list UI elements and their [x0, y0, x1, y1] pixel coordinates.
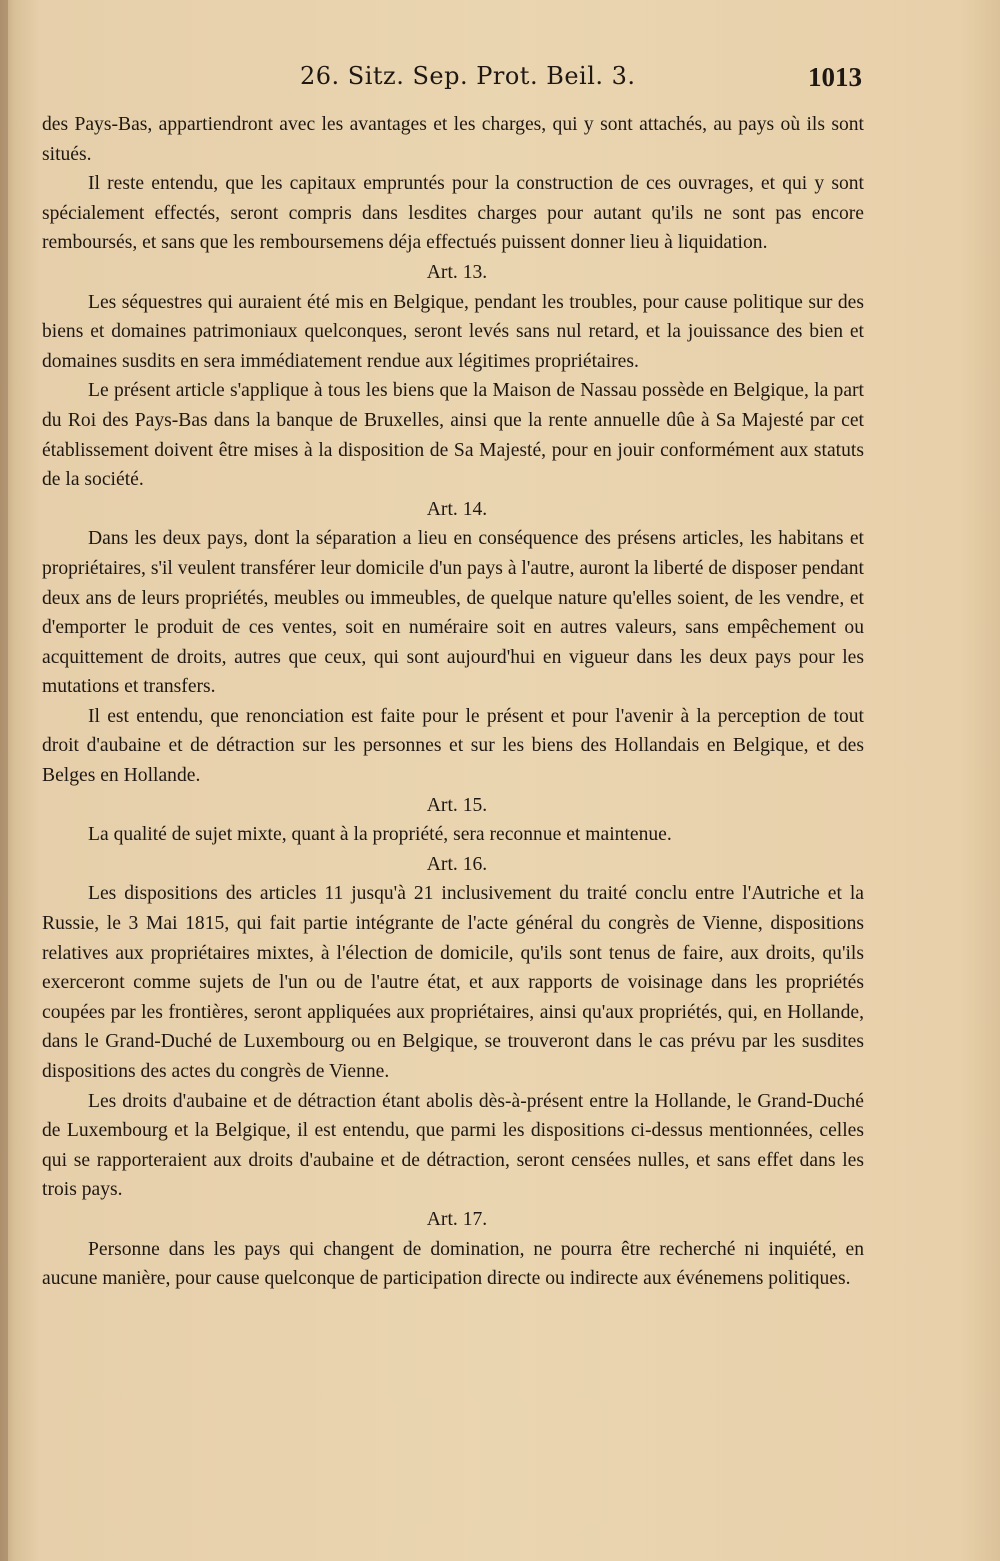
paragraph: Personne dans les pays qui changent de domination, ne pourra être recherché ni inquiété, en aucune manière, pour cause quelconque de participation directe ou indirecte aux événemens politiques.	[42, 1238, 864, 1290]
document-body	[42, 110, 864, 1294]
article-heading: Art. 16.	[426, 853, 488, 875]
article-heading: Art. 14.	[426, 498, 488, 520]
paragraph: Les droits d'aubaine et de détraction étant abolis dès-à-présent entre la Hollande, le Grand-Duché de Luxembourg et la Belgique, il est entendu, que parmi les dispositions ci-dessus mentionnées, celles qui se rapporteraient aux droits d'aubaine et de détraction, seront censées nulles, et sans effet dans les trois pays.	[42, 1090, 864, 1201]
article-heading: Art. 13.	[426, 261, 488, 283]
page-header	[0, 62, 1000, 96]
paragraph: Le présent article s'applique à tous les biens que la Maison de Nassau possède en Belgique, la part du Roi des Pays-Bas dans la banque de Bruxelles, ainsi que la rente annuelle dûe à Sa Majesté par cet établissement doivent être mises à la disposition de Sa Majesté, pour en jouir conformément aux statuts de la société.	[42, 380, 864, 491]
paragraph: Les séquestres qui auraient été mis en Belgique, pendant les troubles, pour cause politique sur des biens et domaines patrimoniaux quelconques, seront levés sans nul retard, et la jouissance des bien et domaines susdits en sera immédiatement rendue aux légitimes propriétaires.	[42, 291, 864, 372]
paragraph: Il reste entendu, que les capitaux empruntés pour la construction de ces ouvrages, et qui y sont spécialement effectés, seront compris dans lesdites charges pour autant qu'ils ne sont pas encore remboursés, et sans que les remboursemens déja effectués puissent donner lieu à liquidation.	[42, 173, 864, 254]
running-head: 26. Sitz. Sep. Prot. Beil. 3.	[300, 62, 636, 90]
paragraph: La qualité de sujet mixte, quant à la propriété, sera reconnue et maintenue.	[88, 824, 672, 846]
paragraph: Il est entendu, que renonciation est faite pour le présent et pour l'avenir à la perception de tout droit d'aubaine et de détraction sur les personnes et sur les biens des Hollandais en Belgique, et des Belges en Hollande.	[42, 705, 864, 787]
article-heading: Art. 17.	[426, 1208, 488, 1230]
paragraph: des Pays-Bas, appartiendront avec les avantages et les charges, qui y sont attachés, au pays où ils sont situés.	[42, 114, 864, 165]
page-number: 1013	[808, 62, 862, 92]
paragraph: Les dispositions des articles 11 jusqu'à 21 inclusivement du traité conclu entre l'Autriche et la Russie, le 3 Mai 1815, qui fait partie intégrante de l'acte général du congrès de Vienne, dispositions relatives aux propriétaires mixtes, à l'élection de domicile, qu'ils sont tenus de faire, aux droits, qu'ils exerceront comme sujets de l'un ou de l'autre état, et aux rapports de voisinage dans les propriétés coupées par les frontières, seront appliquées aux propriétaires, ainsi qu'aux propriétés, qui, en Hollande, dans le Grand-Duché de Luxembourg ou en Belgique, se trouveront dans le cas prévu par les susdites dispositions des actes du congrès de Vienne.	[42, 883, 864, 1082]
paragraph: Dans les deux pays, dont la séparation a lieu en conséquence des présens articles, les habitans et propriétaires, s'il veulent transférer leur domicile d'un pays à l'autre, auront la liberté de disposer pendant deux ans de leurs propriétés, meubles ou immeubles, de quelque nature qu'elles soient, de les vendre, et d'emporter le produit de ces ventes, soit en numéraire soit en autres valeurs, sans empêchement ou acquittement de droits, autres que ceux, qui sont aujourd'hui en vigueur dans les deux pays pour les mutations et transfers.	[42, 528, 864, 698]
article-heading: Art. 15.	[426, 794, 488, 816]
page-edge-shadow	[0, 0, 8, 1561]
